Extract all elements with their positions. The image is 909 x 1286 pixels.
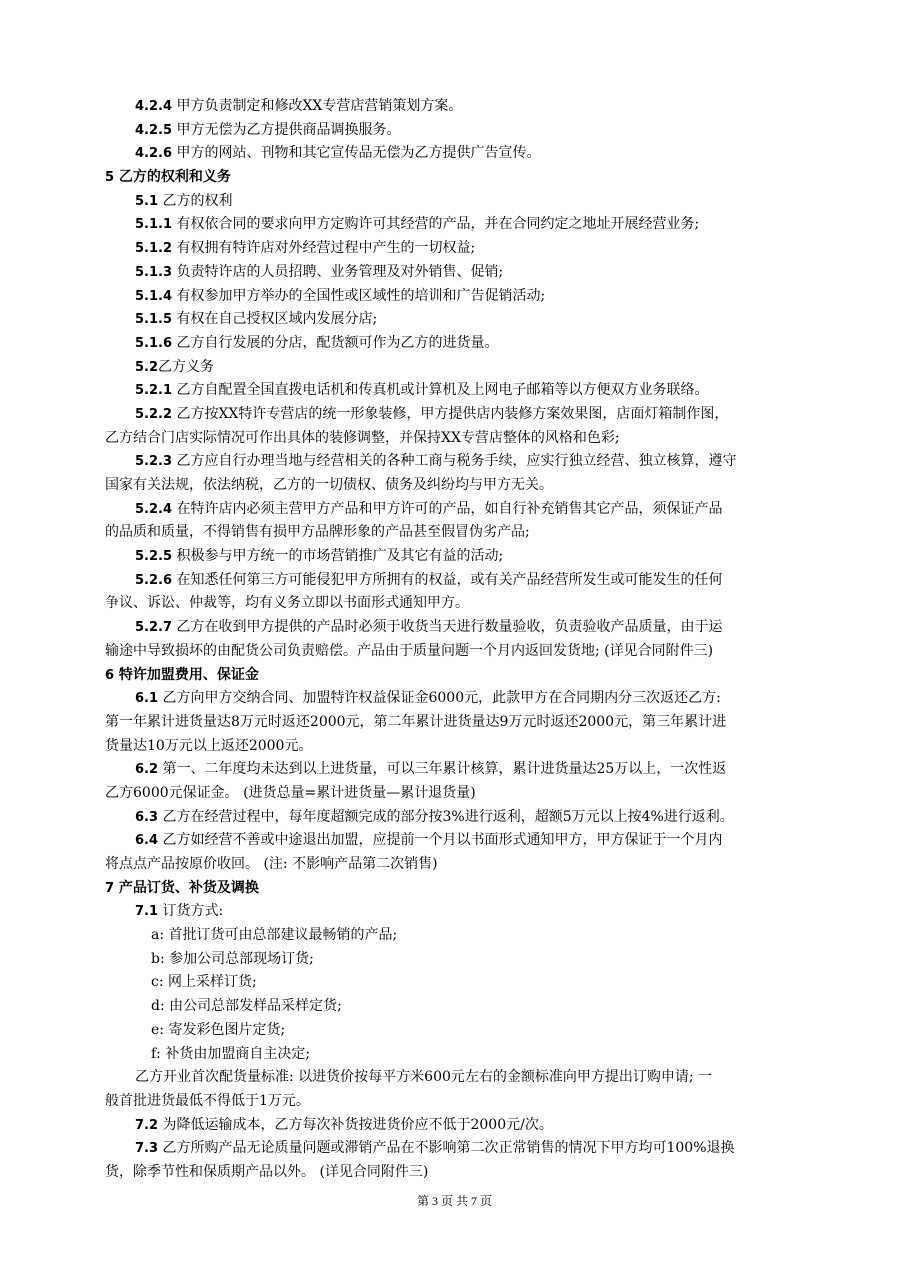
clause-number: 6.3	[135, 809, 159, 825]
clause-text: 将点点产品按原价收回。 (注: 不影响产品第二次销售)	[105, 856, 438, 872]
clause-text: 乙方在经营过程中，每年度超额完成的部分按3%进行返利，超额5万元以上按4%进行返利。	[158, 808, 734, 825]
text-line	[105, 640, 825, 664]
clause-text: 第一年累计进货量达8万元时返还2000元，第二年累计进货量达9万元时返还2000元，第三年累计进	[105, 713, 727, 730]
section-heading	[105, 664, 825, 688]
text-line	[105, 1161, 825, 1185]
text-line	[105, 1114, 825, 1138]
clause-text: 第一、二年度均未达到以上进货量，可以三年累计核算，累计进货量达25万以上，一次性返	[158, 761, 727, 778]
text-line	[105, 450, 825, 474]
clause-number: 5.2.2	[135, 406, 173, 422]
clause-text: 积极参与甲方统一的市场营销推广及其它有益的活动;	[172, 548, 504, 565]
text-line	[105, 782, 825, 806]
clause-text: 为降低运输成本，乙方每次补货按进货价应不低于2000元/次。	[158, 1116, 553, 1133]
text-line	[105, 521, 825, 545]
text-line	[105, 995, 825, 1019]
clause-text: 有权依合同的要求向甲方定购许可其经营的产品，并在合同约定之地址开展经营业务;	[172, 216, 700, 233]
text-line	[105, 687, 825, 711]
text-line	[105, 1090, 825, 1114]
clause-number: 7.1	[135, 904, 159, 920]
clause-text: 乙方义务	[158, 358, 215, 375]
text-line	[105, 95, 825, 119]
text-line	[105, 213, 825, 237]
clause-number: 6.2	[135, 762, 159, 778]
clause-text: 有权拥有特许店对外经营过程中产生的一切权益;	[172, 240, 476, 257]
text-line	[105, 332, 825, 356]
clause-text: 乙方结合门店实际情况可作出具体的装修调整，并保持XX专营店整体的风格和色彩;	[105, 429, 620, 446]
clause-number: 5.1	[135, 193, 159, 209]
clause-number: 5.1.6	[135, 335, 173, 351]
clause-text: 产品订货、补货及调换	[114, 879, 259, 896]
clause-text: 乙方如经营不善或中途退出加盟，应提前一个月以书面形式通知甲方，甲方保证于一个月内	[158, 832, 723, 849]
clause-text: 在知悉任何第三方可能侵犯甲方所拥有的权益，或有关产品经营所发生或可能发生的任何	[172, 571, 723, 588]
clause-number: 5.1.3	[135, 264, 173, 280]
text-line	[105, 190, 825, 214]
clause-text: d: 由公司总部发样品采样定货;	[151, 998, 342, 1015]
clause-text: 乙方6000元保证金。 (进货总量=累计进货量—累计退货量)	[105, 784, 476, 801]
text-line	[105, 261, 825, 285]
clause-number: 6.1	[135, 691, 159, 707]
clause-text: 乙方所购产品无论质量问题或滞销产品在不影响第二次正常销售的情况下甲方均可100%退换	[158, 1140, 735, 1157]
clause-text: 甲方无偿为乙方提供商品调换服务。	[172, 121, 401, 138]
text-line	[105, 853, 825, 877]
clause-text: c: 网上采样订货;	[151, 974, 257, 991]
clause-number: 5.1.2	[135, 241, 173, 257]
clause-number: 6.4	[135, 833, 159, 849]
section-heading	[105, 877, 825, 901]
clause-text: 甲方负责制定和修改XX专营店营销策划方案。	[172, 98, 463, 114]
clause-text: e: 寄发彩色图片定货;	[151, 1021, 286, 1038]
clause-text: 负责特许店的人员招聘、业务管理及对外销售、促销;	[172, 263, 504, 280]
clause-text: f: 补货由加盟商自主决定;	[151, 1045, 311, 1062]
document-body	[105, 95, 825, 1185]
text-line	[105, 592, 825, 616]
text-line	[105, 308, 825, 332]
clause-text: a: 首批订货可由总部建议最畅销的产品;	[151, 927, 398, 944]
clause-number: 5.1.4	[135, 288, 173, 304]
clause-text: 乙方在收到甲方提供的产品时必须于收货当天进行数量验收，负责验收产品质量，由于运	[172, 619, 723, 636]
clause-number: 7.2	[135, 1117, 159, 1133]
clause-text: 乙方的权利	[158, 192, 233, 209]
clause-number: 5.2.3	[135, 454, 173, 470]
text-line	[105, 1066, 825, 1090]
clause-text: 订货方式:	[158, 903, 224, 920]
clause-text: b: 参加公司总部现场订货;	[151, 950, 314, 967]
clause-text: 有权参加甲方举办的全国性或区域性的培训和广告促销活动;	[172, 287, 546, 304]
clause-text: 般首批进货最低不得低于1万元。	[105, 1092, 310, 1109]
clause-number: 5.1.1	[135, 217, 173, 233]
clause-number: 5.2.6	[135, 572, 173, 588]
text-line	[105, 806, 825, 830]
clause-number: 6	[105, 667, 115, 683]
text-line	[105, 711, 825, 735]
clause-text: 特许加盟费用、保证金	[114, 666, 259, 683]
text-line	[105, 758, 825, 782]
clause-number: 5.1.5	[135, 312, 173, 328]
clause-text: 乙方自配置全国直拨电话机和传真机或计算机及上网电子邮箱等以方便双方业务联络。	[172, 382, 709, 399]
section-heading	[105, 166, 825, 190]
clause-text: 有权在自己授权区域内发展分店;	[172, 311, 378, 328]
clause-number: 5	[105, 170, 115, 186]
text-line	[105, 924, 825, 948]
clause-text: 争议、诉讼、仲裁等，均有义务立即以书面形式通知甲方。	[105, 595, 469, 612]
clause-number: 5.2.1	[135, 383, 173, 399]
clause-number: 7	[105, 880, 115, 896]
text-line	[105, 427, 825, 451]
clause-text: 乙方按XX特许专营店的统一形象装修，甲方提供店内装修方案效果图，店面灯箱制作图，	[172, 405, 729, 422]
clause-text: 甲方的网站、刊物和其它宣传品无偿为乙方提供广告宣传。	[172, 145, 541, 162]
text-line	[105, 829, 825, 853]
text-line	[105, 971, 825, 995]
clause-text: 货量达10万元以上返还2000元。	[105, 737, 313, 754]
page-footer: 第 3 页 共 7 页	[416, 1194, 492, 1208]
clause-number: 5.2	[135, 359, 159, 375]
text-line	[105, 569, 825, 593]
clause-text: 乙方自行发展的分店，配货额可作为乙方的进货量。	[172, 334, 499, 351]
clause-text: 乙方的权利和义务	[114, 169, 231, 186]
clause-number: 5.2.5	[135, 549, 173, 565]
clause-number: 7.3	[135, 1141, 159, 1157]
clause-number: 4.2.4	[135, 99, 173, 114]
clause-text: 乙方应自行办理当地与经营相关的各种工商与税务手续，应实行独立经营、独立核算，遵守	[172, 453, 737, 470]
text-line	[105, 285, 825, 309]
text-line	[105, 403, 825, 427]
text-line	[105, 900, 825, 924]
text-line	[105, 616, 825, 640]
text-line	[105, 948, 825, 972]
text-line	[105, 379, 825, 403]
text-line	[105, 474, 825, 498]
clause-text: 货，除季节性和保质期产品以外。 (详见合同附件三)	[105, 1163, 429, 1180]
clause-text: 乙方向甲方交纳合同、加盟特许权益保证金6000元，此款甲方在合同期内分三次返还乙方:	[158, 690, 721, 707]
text-line	[105, 356, 825, 380]
text-line	[105, 237, 825, 261]
text-line	[105, 1043, 825, 1067]
clause-number: 4.2.5	[135, 122, 173, 138]
clause-number: 5.2.4	[135, 501, 173, 517]
clause-number: 5.2.7	[135, 620, 173, 636]
text-line	[105, 1137, 825, 1161]
text-line	[105, 119, 825, 143]
clause-text: 输途中导致损坏的由配货公司负责赔偿。产品由于质量问题一个月内返回发货地; (详见合同附件三)	[105, 642, 714, 659]
clause-text: 的品质和质量，不得销售有损甲方品牌形象的产品甚至假冒伪劣产品;	[105, 524, 530, 541]
text-line	[105, 545, 825, 569]
text-line	[105, 142, 825, 166]
clause-number: 4.2.6	[135, 146, 173, 162]
text-line	[105, 1019, 825, 1043]
text-line	[105, 498, 825, 522]
clause-text: 乙方开业首次配货量标准: 以进货价按每平方米600元左右的金额标准向甲方提出订购申请; 一	[135, 1069, 713, 1086]
clause-text: 国家有关法规，依法纳税，乙方的一切债权、债务及纠纷均与甲方无关。	[105, 477, 553, 493]
text-line	[105, 735, 825, 759]
clause-text: 在特许店内必须主营甲方产品和甲方许可的产品，如自行补充销售其它产品，须保证产品	[172, 500, 723, 517]
